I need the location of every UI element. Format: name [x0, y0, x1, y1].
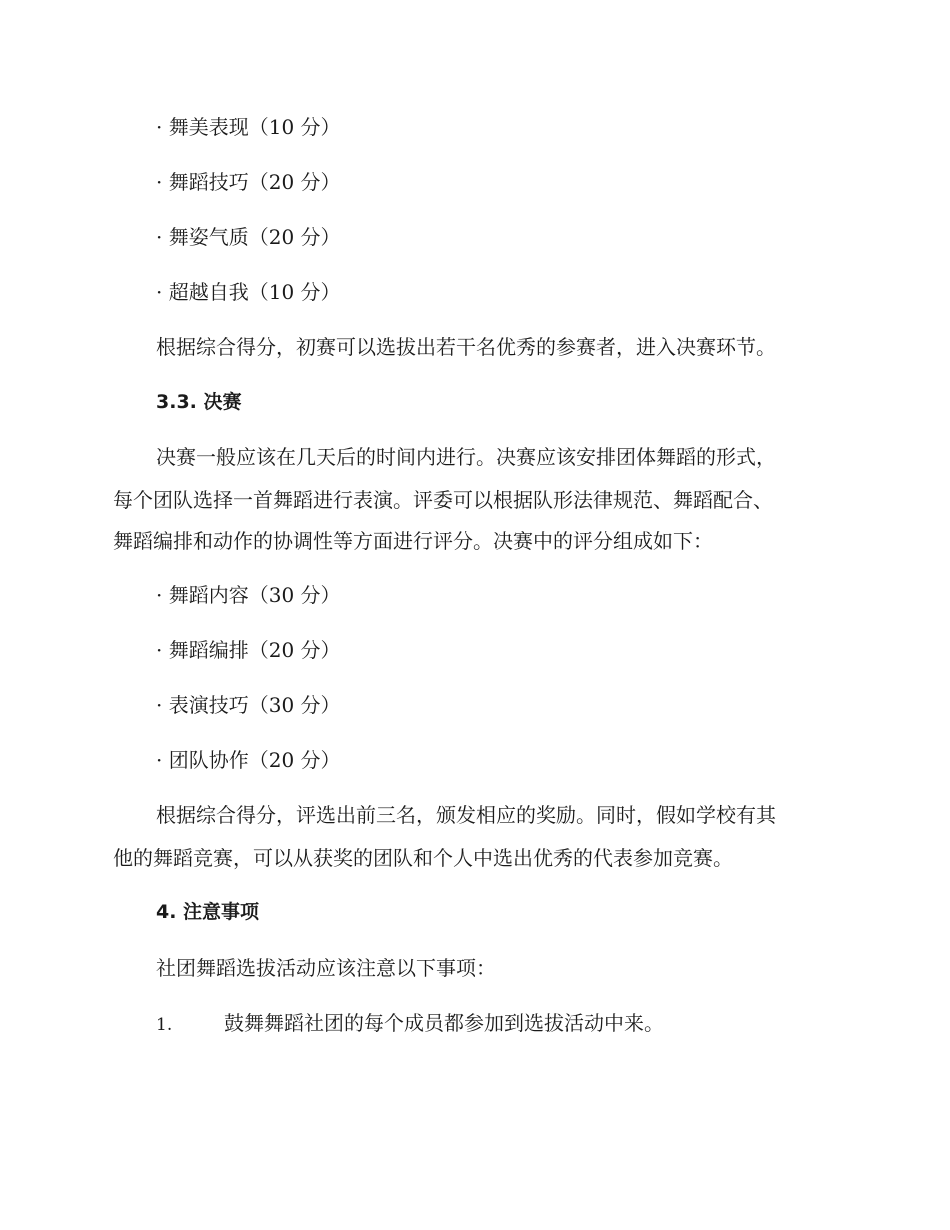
- prelim-item-2: · 舞蹈技巧（20 分）: [156, 170, 341, 194]
- section-3-3-para-line-2: 每个团队选择一首舞蹈进行表演。评委可以根据队形法律规范、舞蹈配合、: [113, 488, 773, 512]
- prelim-summary: 根据综合得分，初赛可以选拔出若干名优秀的参赛者，进入决赛环节。: [156, 335, 776, 359]
- final-summary-line-2: 他的舞蹈竞赛，可以从获奖的团队和个人中选出优秀的代表参加竞赛。: [113, 846, 733, 870]
- final-item-4: · 团队协作（20 分）: [156, 748, 341, 772]
- section-4-heading: 4. 注意事项: [156, 901, 260, 923]
- numbered-item-1-number: 1.: [156, 1015, 173, 1035]
- section-3-3-heading: 3.3. 决赛: [156, 391, 242, 413]
- prelim-item-1: · 舞美表现（10 分）: [156, 115, 341, 139]
- section-3-3-para-line-1: 决赛一般应该在几天后的时间内进行。决赛应该安排团体舞蹈的形式，: [156, 445, 776, 469]
- prelim-item-3: · 舞姿气质（20 分）: [156, 225, 341, 249]
- final-item-1: · 舞蹈内容（30 分）: [156, 583, 341, 607]
- final-item-3: · 表演技巧（30 分）: [156, 693, 341, 717]
- final-summary-line-1: 根据综合得分，评选出前三名，颁发相应的奖励。同时，假如学校有其: [156, 803, 776, 827]
- section-4-intro: 社团舞蹈选拔活动应该注意以下事项：: [156, 956, 496, 980]
- section-3-3-para-line-3: 舞蹈编排和动作的协调性等方面进行评分。决赛中的评分组成如下：: [113, 529, 713, 553]
- numbered-item-1: [156, 1009, 664, 1039]
- final-item-2: · 舞蹈编排（20 分）: [156, 638, 341, 662]
- prelim-item-4: · 超越自我（10 分）: [156, 280, 341, 304]
- numbered-item-1-text: 鼓舞舞蹈社团的每个成员都参加到选拔活动中来。: [224, 1011, 664, 1035]
